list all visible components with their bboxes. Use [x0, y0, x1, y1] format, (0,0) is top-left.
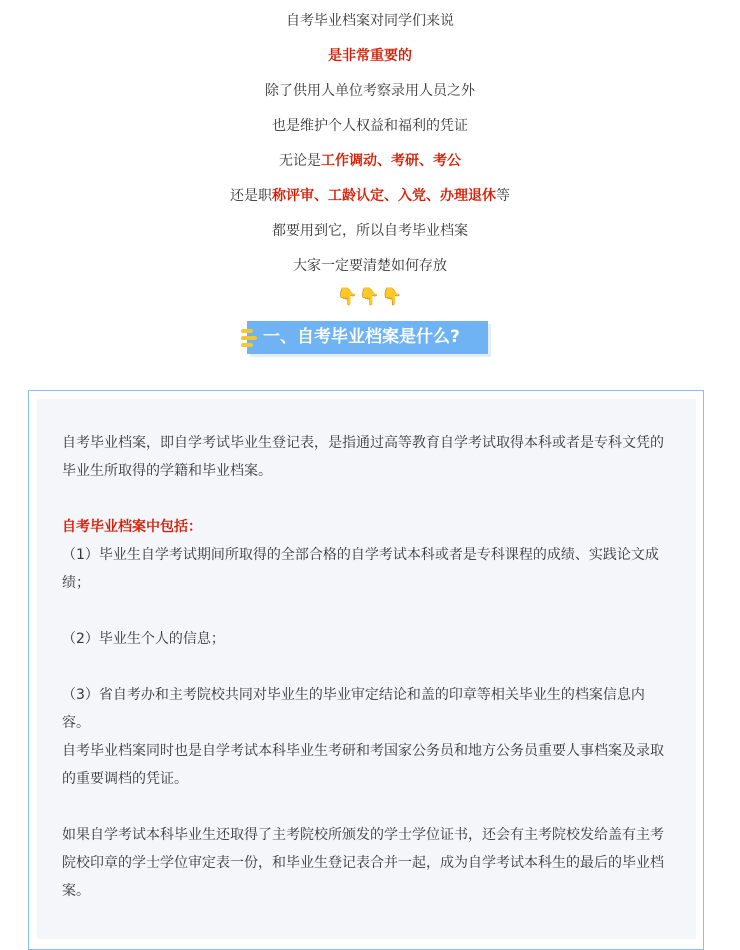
section-title: 一、自考毕业档案是什么? [263, 327, 460, 347]
intro-line-4: 也是维护个人权益和福利的凭证 [272, 118, 468, 134]
list-item-2: （2）毕业生个人的信息； [62, 631, 225, 647]
paragraph-definition: 自考毕业档案，即自学考试毕业生登记表，是指通过高等教育自学考试取得本科或者是专科文凭的毕业生所取得的学籍和毕业档案。 [62, 435, 664, 479]
paragraph-voucher: 自考毕业档案同时也是自学考试本科毕业生考研和考国家公务员和地方公务员重要人事档案及录取的重要调档的凭证。 [62, 743, 664, 787]
intro-line-5-text: 无论是 [279, 153, 321, 169]
pointing-down-icons: 👇👇👇 [336, 287, 404, 307]
contents-heading: 自考毕业档案中包括： [62, 519, 202, 535]
intro-line-6-highlight: 称评审、工龄认定、入党、办理退休 [272, 188, 496, 204]
title-decoration-icon [239, 329, 257, 347]
intro-line-2: 是非常重要的 [328, 48, 412, 64]
list-item-3: （3）省自考办和主考院校共同对毕业生的毕业审定结论和盖的印章等相关毕业生的档案信息内容。 [62, 687, 645, 731]
intro-line-5-highlight: 工作调动、考研、考公 [321, 153, 461, 169]
intro-line-5 [0, 151, 740, 171]
intro-line-6-text: 还是职 [230, 188, 272, 204]
section-title-bar [247, 321, 488, 354]
intro-line-1: 自考毕业档案对同学们来说 [286, 13, 454, 29]
list-item-1: （1）毕业生自学考试期间所取得的全部合格的自学考试本科或者是专科课程的成绩、实践论文成绩； [62, 547, 659, 591]
intro-line-3: 除了供用人单位考察录用人员之外 [265, 83, 475, 99]
intro-line-8: 大家一定要清楚如何存放 [293, 258, 447, 274]
intro-line-7: 都要用到它，所以自考毕业档案 [272, 223, 468, 239]
intro-line-6 [0, 186, 740, 206]
intro-line-6-suffix: 等 [496, 188, 510, 204]
paragraph-degree: 如果自学考试本科毕业生还取得了主考院校所颁发的学士学位证书，还会有主考院校发给盖有主考院校印章的学士学位审定表一份，和毕业生登记表合并一起，成为自学考试本科生的最后的毕业档案。 [62, 827, 664, 899]
